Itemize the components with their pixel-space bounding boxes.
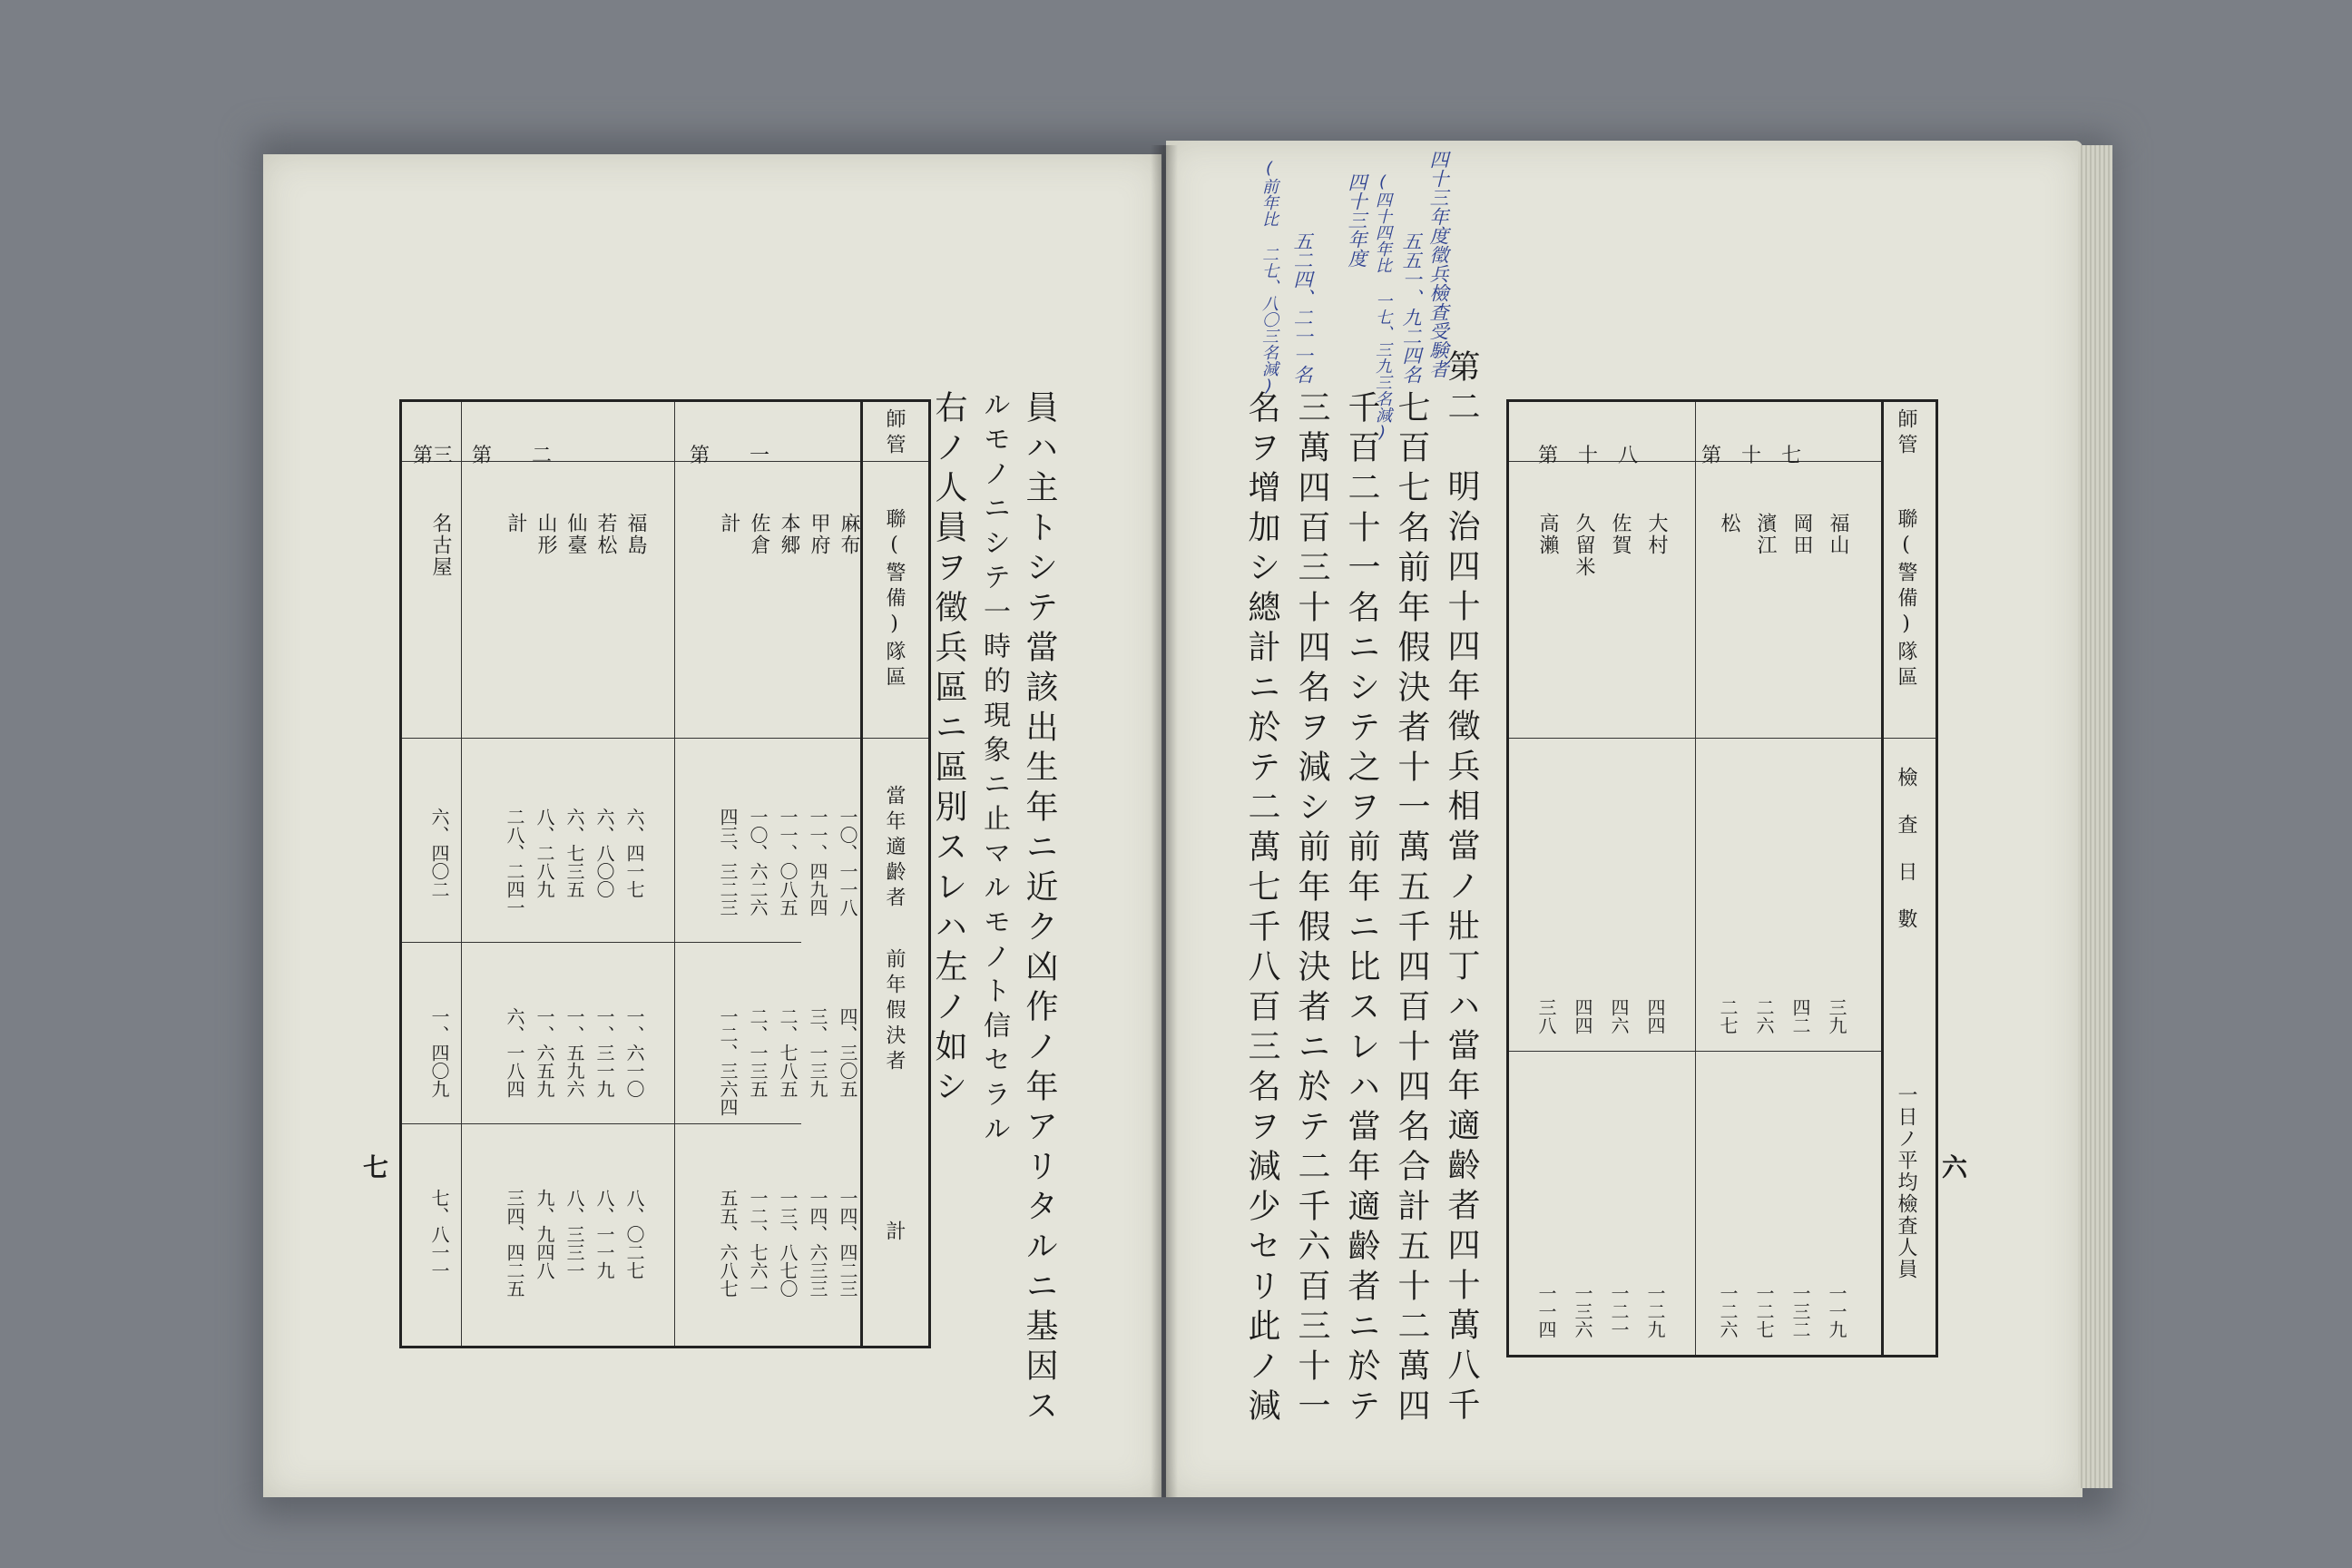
header-daily-average: 一日ノ平均檢査人員: [1895, 1084, 1917, 1280]
district-cell: 甲府: [808, 513, 830, 556]
district-cell: 大村: [1645, 513, 1668, 556]
eligible-cell: 六、四〇二: [428, 808, 450, 898]
handwritten-note: (四十四年比 一七、三九三名減): [1373, 172, 1392, 442]
district-cell: 福山: [1827, 513, 1849, 556]
daily-average-cell: 一二七: [1753, 1284, 1775, 1338]
eligible-cell: 八、二八九: [534, 808, 555, 898]
eligible-cell: 一一、四九四: [807, 808, 828, 916]
body-text-line: 名ヲ增加シ總計ニ於テ二萬七千八百三名ヲ減少セリ此ノ減: [1243, 390, 1280, 1428]
total-cell: 一四、四二三: [837, 1189, 858, 1298]
header-deferred: 前年假決者: [883, 948, 906, 1075]
eligible-cell: 六、七三五: [564, 808, 585, 898]
header-eligible: 當年適齡者: [883, 785, 906, 912]
daily-average-cell: 一三六: [1572, 1284, 1593, 1338]
days-cell: 四四: [1572, 998, 1593, 1034]
division-label: 第 二: [472, 445, 553, 467]
days-cell: 三八: [1535, 998, 1557, 1034]
deferred-cell: 二、七八五: [777, 1007, 799, 1098]
deferred-cell: 一、六一〇: [623, 1007, 645, 1098]
district-cell: 福島: [624, 513, 647, 556]
district-cell: 若松: [594, 513, 617, 556]
body-text-line: ルモノニシテ一時的現象ニ止マルモノト信セラル: [978, 390, 1010, 1149]
days-cell: 四二: [1789, 998, 1811, 1034]
deferred-cell: 六、一八四: [504, 1007, 525, 1098]
district-cell: 久留米: [1573, 513, 1595, 578]
eligible-cell: 六、四一七: [623, 808, 645, 898]
total-cell: 八、〇二七: [623, 1189, 645, 1279]
page-number-right: 六: [1942, 1152, 1968, 1182]
total-cell: 八、三三一: [564, 1189, 585, 1279]
eligible-cell: 六、八〇〇: [593, 808, 615, 898]
district-cell: 佐賀: [1609, 513, 1632, 556]
header-division: 師管: [1895, 408, 1917, 459]
total-cell: 五五、六八七: [717, 1189, 739, 1298]
total-cell: 九、九四八: [534, 1189, 555, 1279]
total-cell: 一四、六三三: [807, 1189, 828, 1298]
header-district: 聯(警備)隊區: [1895, 508, 1917, 691]
total-cell: 八、一一九: [593, 1189, 615, 1279]
deferred-cell: 三、一三九: [807, 1007, 828, 1098]
eligible-cell: 一一、〇八五: [777, 808, 799, 916]
body-text-line: 千百二十一名ニシテ之ヲ前年ニ比スレハ當年適齡者ニ於テ: [1343, 390, 1380, 1428]
deferred-cell: 一二、三六四: [717, 1007, 739, 1116]
daily-average-cell: 一二一: [1608, 1284, 1630, 1338]
body-text-line: 右ノ人員ヲ徵兵區ニ區別スレハ左ノ如シ: [930, 390, 967, 1109]
body-text-line: 第二 明治四十四年徵兵相當ノ壯丁ハ當年適齡者四十萬八千: [1443, 349, 1480, 1427]
deferred-cell: 一、六五九: [534, 1007, 555, 1098]
header-division: 師管: [883, 408, 906, 459]
division-label: 第 十 七: [1701, 445, 1802, 467]
eligible-cell: 四三、三二三: [717, 808, 739, 916]
deferred-cell: 一、五九六: [564, 1007, 585, 1098]
body-text-line: 七百七名前年假決者十一萬五千四百十四名合計五十二萬四: [1393, 390, 1430, 1428]
division-label: 第 十 八: [1538, 445, 1639, 467]
district-cell: 本郷: [778, 513, 800, 556]
header-total: 計: [883, 1220, 906, 1246]
district-cell: 計: [718, 513, 740, 534]
book-gutter: [1151, 145, 1178, 1497]
header-district: 聯(警備)隊區: [883, 508, 906, 691]
days-cell: 二七: [1717, 998, 1739, 1034]
district-cell: 岡田: [1790, 513, 1813, 556]
district-cell: 濱江: [1754, 513, 1777, 556]
eligible-cell: 一〇、一一八: [837, 808, 858, 916]
handwritten-note: 四十三年度徵兵檢査受験者: [1427, 150, 1449, 378]
deferred-cell: 一、四〇九: [428, 1007, 450, 1098]
deferred-cell: 四、三〇五: [837, 1007, 858, 1098]
daily-average-cell: 一一九: [1826, 1284, 1847, 1338]
deferred-cell: 一、三一九: [593, 1007, 615, 1098]
days-cell: 二六: [1753, 998, 1775, 1034]
page-edges: [2078, 145, 2112, 1488]
days-cell: 四四: [1644, 998, 1666, 1034]
handwritten-note: 四十三年度: [1346, 172, 1367, 268]
days-cell: 四六: [1608, 998, 1630, 1034]
division-label: 第 一: [690, 445, 770, 467]
district-cell: 名古屋: [429, 513, 452, 578]
district-cell: 佐倉: [748, 513, 770, 556]
total-cell: 三四、四二五: [504, 1189, 525, 1298]
total-cell: 一三、八七〇: [777, 1189, 799, 1298]
daily-average-cell: 一二九: [1644, 1284, 1666, 1338]
daily-average-cell: 一二六: [1717, 1284, 1739, 1338]
body-text-line: 三萬四百三十四名ヲ減シ前年假決者ニ於テ二千六百三十一: [1293, 390, 1330, 1428]
total-cell: 七、八一一: [428, 1189, 450, 1279]
days-cell: 三九: [1826, 998, 1847, 1034]
district-cell: 松: [1718, 513, 1740, 534]
district-cell: 仙臺: [564, 513, 587, 556]
district-cell: 計: [505, 513, 527, 534]
district-cell: 高瀨: [1536, 513, 1559, 556]
total-cell: 一二、七六一: [747, 1189, 769, 1298]
daily-average-cell: 一三二: [1789, 1284, 1811, 1338]
header-days: 檢査日數: [1895, 767, 1917, 956]
page-number-left: 七: [363, 1152, 389, 1182]
body-text-line: 員ハ主トシテ當該出生年ニ近ク凶作ノ年アリタルニ基因ス: [1021, 390, 1058, 1428]
division-label: 第三: [413, 445, 454, 467]
handwritten-note: 五二四、二一一名: [1291, 231, 1313, 384]
eligible-cell: 二八、二四一: [504, 808, 525, 916]
eligible-cell: 一〇、六二六: [747, 808, 769, 916]
district-cell: 麻布: [838, 513, 860, 556]
handwritten-note: 五五一、九二四名: [1400, 231, 1422, 384]
deferred-cell: 二、一三五: [747, 1007, 769, 1098]
handwritten-note: (前年比 二七、八〇三名減): [1259, 159, 1279, 396]
district-cell: 山形: [534, 513, 557, 556]
daily-average-cell: 一一四: [1535, 1284, 1557, 1338]
